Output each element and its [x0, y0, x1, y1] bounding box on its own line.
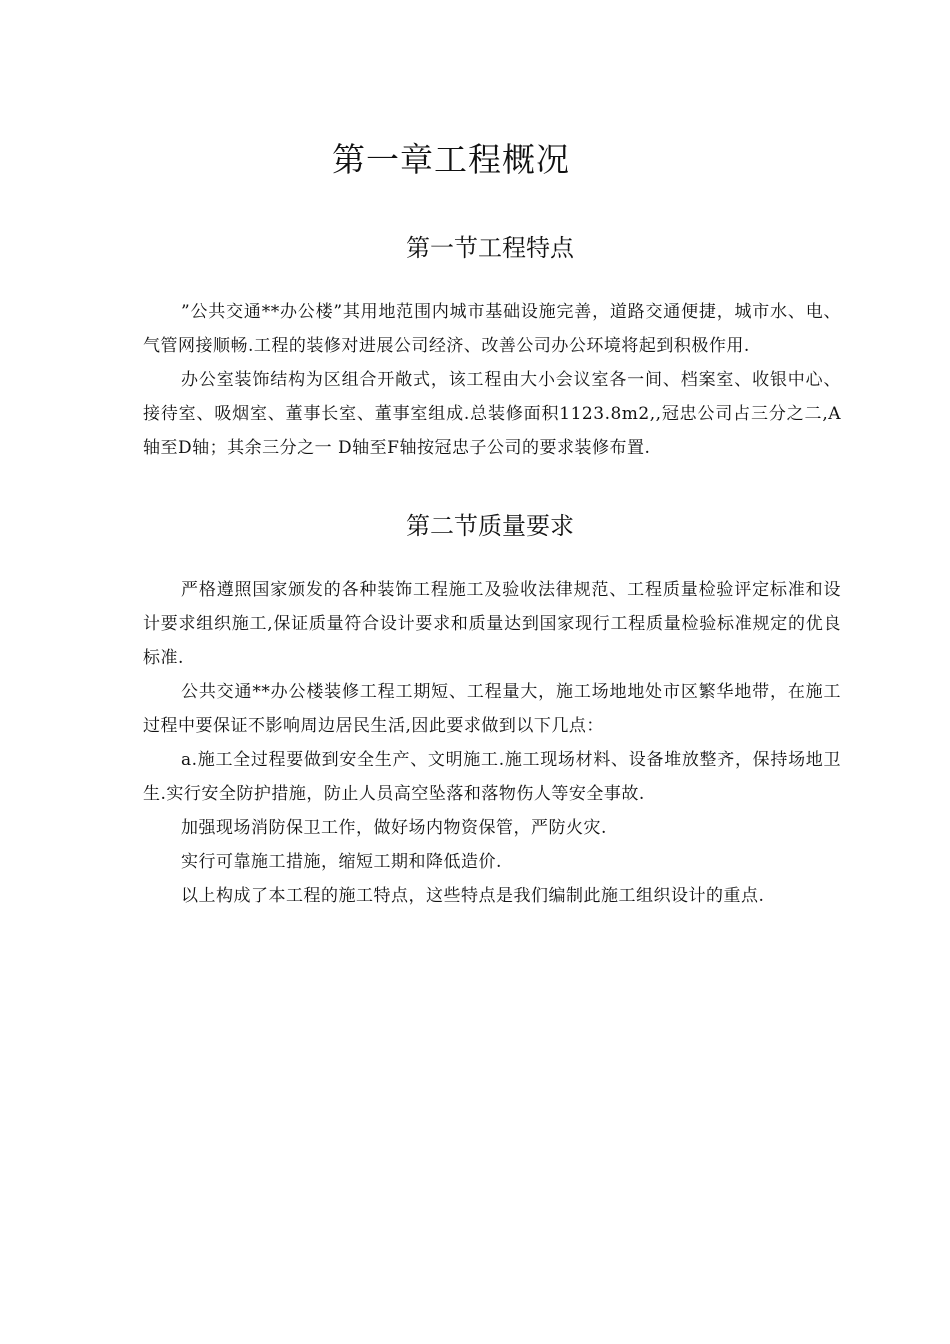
paragraph: 实行可靠施工措施，缩短工期和降低造价.: [181, 852, 502, 872]
paragraph: a.施工全过程要做到安全生产、文明施工.施工现场材料、设备堆放整齐，保持场地卫生.实行安全防护措施，防止人员高空坠落和落物伤人等安全事故.: [143, 750, 841, 804]
paragraph: 加强现场消防保卫工作，做好场内物资保管，严防火灾.: [181, 818, 607, 838]
paragraph: 严格遵照国家颁发的各种装饰工程施工及验收法律规范、工程质量检验评定标准和设计要求组织施工,保证质量符合设计要求和质量达到国家现行工程质量检验标准规定的优良标准.: [143, 580, 841, 668]
section-body-features: [143, 295, 841, 465]
paragraph: 办公室装饰结构为区组合开敞式，该工程由大小会议室各一间、档案室、收银中心、接待室、吸烟室、董事长室、董事室组成.总装修面积1123.8m2,,冠忠公司占三分之二,A轴至D轴；其余三分之一 D轴至F轴按冠忠子公司的要求装修布置.: [143, 370, 841, 458]
section-title-quality: 第二节质量要求: [406, 512, 574, 540]
section-body-quality: [143, 573, 841, 913]
paragraph: ”公共交通**办公楼”其用地范围内城市基础设施完善，道路交通便捷，城市水、电、气管网接顺畅.工程的装修对进展公司经济、改善公司办公环境将起到积极作用.: [143, 302, 841, 356]
paragraph: 公共交通**办公楼装修工程工期短、工程量大，施工场地地处市区繁华地带，在施工过程中要保证不影响周边居民生活,因此要求做到以下几点：: [143, 682, 841, 736]
section-title-features: 第一节工程特点: [406, 234, 574, 262]
paragraph: 以上构成了本工程的施工特点，这些特点是我们编制此施工组织设计的重点.: [181, 886, 765, 906]
chapter-title: 第一章工程概况: [332, 140, 570, 179]
